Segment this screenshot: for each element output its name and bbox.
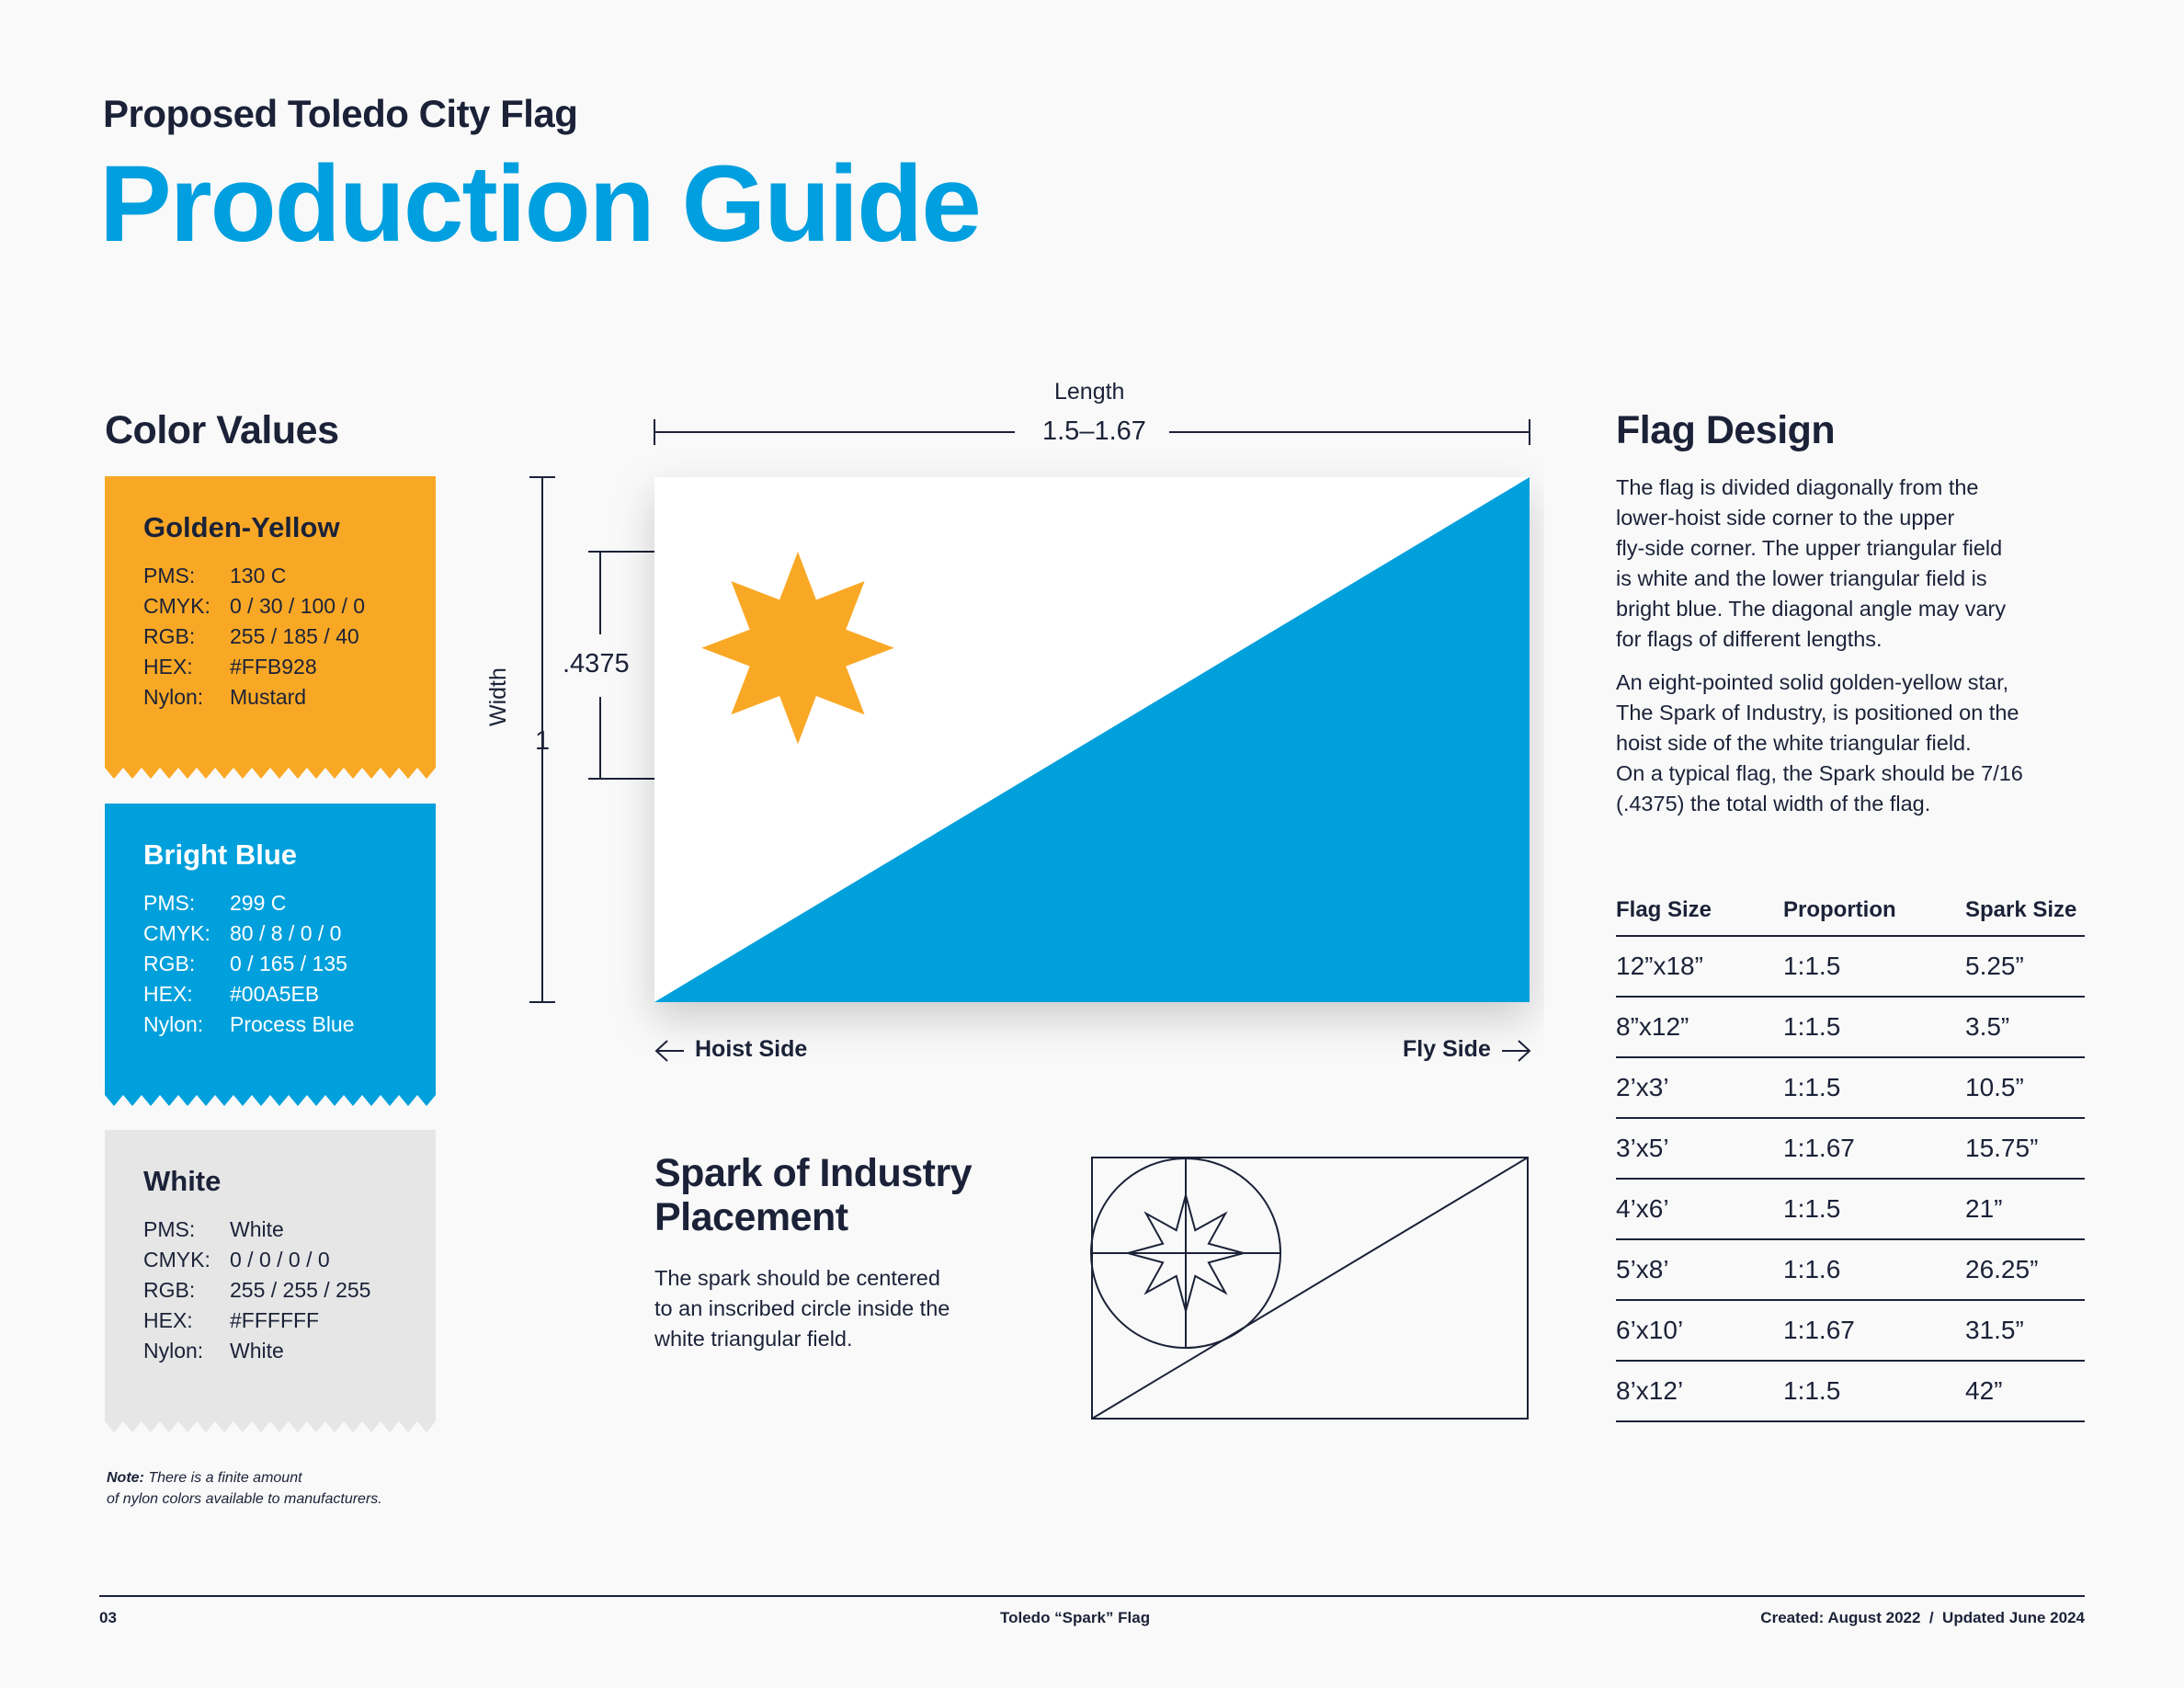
rgb-label: RGB: [143,952,196,975]
flag-dimension-diagram [496,405,1544,1085]
placement-heading-line2: Placement [654,1195,848,1239]
flag-design-paragraph-1 [1616,473,2006,655]
width-value: 1 [535,726,551,756]
placement-text [654,1263,950,1354]
cell-spark-size: 3.5” [1965,1012,2010,1041]
color-values-heading: Color Values [105,408,339,452]
text-line: fly-side corner. The upper triangular field [1616,536,2003,560]
placement-text-line3: white triangular field. [654,1327,853,1351]
cell-proportion: 1:1.5 [1783,1376,1841,1405]
cmyk-label: CMYK: [143,1248,210,1272]
cmyk-label: CMYK: [143,921,210,945]
table-header [1616,885,2085,937]
cell-flag-size: 8”x12” [1616,1012,1689,1041]
cell-flag-size: 6’x10’ [1616,1316,1684,1344]
flag-design-heading: Flag Design [1616,408,1836,452]
text-line: An eight-pointed solid golden-yellow star, [1616,670,2009,694]
nylon-value: Mustard [230,685,307,709]
cell-flag-size: 12”x18” [1616,952,1703,980]
cell-spark-size: 15.75” [1965,1134,2039,1162]
hex-label: HEX: [143,982,193,1006]
cell-flag-size: 2’x3’ [1616,1073,1669,1101]
pms-value: 299 C [230,891,287,915]
note-text-line2: of nylon colors available to manufacturers. [107,1491,382,1507]
rgb-label: RGB: [143,1278,196,1302]
placement-text-line1: The spark should be centered [654,1266,940,1290]
hoist-side-label: Hoist Side [695,1036,808,1062]
nylon-value: White [230,1339,284,1363]
pms-label: PMS: [143,564,196,587]
text-line: for flags of different lengths. [1616,627,1883,651]
cell-flag-size: 8’x12’ [1616,1376,1684,1405]
document-title: Production Guide [99,143,980,265]
text-line: (.4375) the total width of the flag. [1616,792,1931,815]
pms-value: White [230,1217,284,1241]
footer-center-title: Toledo “Spark” Flag [1000,1609,1151,1626]
hex-label: HEX: [143,655,193,679]
cell-proportion: 1:1.5 [1783,1194,1841,1223]
fly-side-label: Fly Side [1403,1036,1491,1062]
note-text-line1: There is a finite amount [143,1470,302,1486]
color-card-golden-yellow [105,476,436,780]
table-row [1616,1058,2085,1119]
nylon-value: Process Blue [230,1012,355,1036]
cell-proportion: 1:1.5 [1783,1012,1841,1041]
header-spark-size: Spark Size [1965,897,2077,922]
table-row [1616,1180,2085,1240]
cell-spark-size: 31.5” [1965,1316,2024,1344]
cell-proportion: 1:1.67 [1783,1134,1855,1162]
cell-spark-size: 10.5” [1965,1073,2024,1101]
color-name: Bright Blue [143,838,298,871]
cell-proportion: 1:1.5 [1783,952,1841,980]
placement-construction-diagram [1088,1155,1530,1421]
cell-flag-size: 3’x5’ [1616,1134,1669,1162]
color-card-bright-blue [105,804,436,1107]
placement-heading [654,1151,972,1239]
cmyk-value: 80 / 8 / 0 / 0 [230,921,342,945]
color-card-white [105,1130,436,1433]
nylon-label: Nylon: [143,1339,204,1363]
color-name: Golden-Yellow [143,511,340,543]
cell-proportion: 1:1.6 [1783,1255,1841,1283]
table-row [1616,937,2085,998]
text-line: The Spark of Industry, is positioned on the [1616,701,2019,724]
hex-value: #FFB928 [230,655,317,679]
table-row [1616,1362,2085,1422]
flag-design-paragraph-2 [1616,667,2023,819]
text-line: lower-hoist side corner to the upper [1616,506,1955,530]
cell-spark-size: 21” [1965,1194,2003,1223]
zigzag-edge-icon [105,1421,436,1434]
header-flag-size: Flag Size [1616,897,1712,922]
table-row [1616,1119,2085,1180]
length-value: 1.5–1.67 [1042,416,1146,446]
pms-label: PMS: [143,891,196,915]
zigzag-edge-icon [105,1095,436,1108]
hex-label: HEX: [143,1308,193,1332]
color-name: White [143,1165,222,1197]
cell-spark-size: 42” [1965,1376,2003,1405]
text-line: bright blue. The diagonal angle may vary [1616,597,2007,621]
nylon-label: Nylon: [143,1012,204,1036]
text-line: hoist side of the white triangular field. [1616,731,1972,755]
width-label: Width [485,667,511,726]
hex-value: #FFFFFF [230,1308,320,1332]
placement-heading-line1: Spark of Industry [654,1151,973,1195]
cmyk-value: 0 / 0 / 0 / 0 [230,1248,330,1272]
rgb-value: 0 / 165 / 135 [230,952,347,975]
nylon-label: Nylon: [143,685,204,709]
nylon-note [107,1467,382,1510]
cell-spark-size: 5.25” [1965,952,2024,980]
cell-proportion: 1:1.67 [1783,1316,1855,1344]
text-line: The flag is divided diagonally from the [1616,475,1979,499]
document-subtitle: Proposed Toledo City Flag [103,92,578,135]
rgb-label: RGB: [143,624,196,648]
table-row [1616,1240,2085,1301]
rgb-value: 255 / 185 / 40 [230,624,359,648]
hex-value: #00A5EB [230,982,320,1006]
footer-divider [99,1595,2085,1597]
cmyk-label: CMYK: [143,594,210,618]
table-row [1616,998,2085,1058]
flag-size-table [1616,885,2085,1422]
placement-text-line2: to an inscribed circle inside the [654,1296,950,1320]
table-row [1616,1301,2085,1362]
text-line: is white and the lower triangular field is [1616,566,1987,590]
text-line: On a typical flag, the Spark should be 7/16 [1616,761,2023,785]
cmyk-value: 0 / 30 / 100 / 0 [230,594,366,618]
cell-flag-size: 5’x8’ [1616,1255,1669,1283]
pms-label: PMS: [143,1217,196,1241]
header-proportion: Proportion [1783,897,1896,922]
cell-spark-size: 26.25” [1965,1255,2039,1283]
zigzag-edge-icon [105,768,436,781]
cell-proportion: 1:1.5 [1783,1073,1841,1101]
footer-dates: Created: August 2022 / Updated June 2024 [1760,1609,2085,1626]
cell-flag-size: 4’x6’ [1616,1194,1669,1223]
note-label: Note: [107,1470,144,1486]
length-label: Length [1054,379,1125,405]
page-number: 03 [99,1609,117,1626]
pms-value: 130 C [230,564,287,587]
rgb-value: 255 / 255 / 255 [230,1278,371,1302]
spark-size-value: .4375 [563,649,630,679]
